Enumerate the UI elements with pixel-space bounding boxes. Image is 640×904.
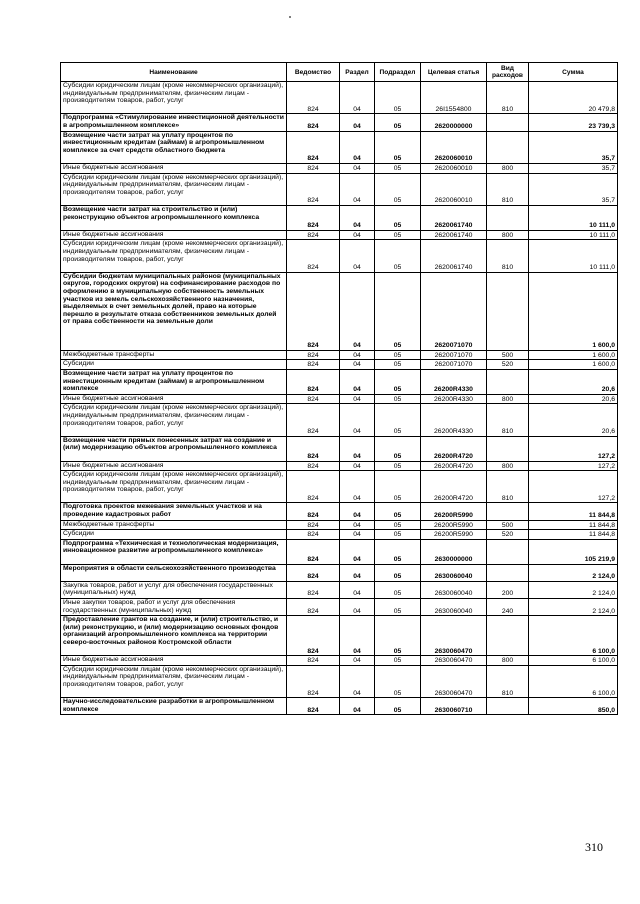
row-sum: 20,6 xyxy=(529,369,618,394)
row-razdel: 04 xyxy=(340,698,375,715)
row-sum: 23 739,3 xyxy=(529,114,618,131)
row-razdel: 04 xyxy=(340,369,375,394)
row-razdel: 04 xyxy=(340,461,375,471)
row-vedomstvo: 824 xyxy=(287,360,340,370)
row-vid xyxy=(487,272,529,350)
row-vid: 800 xyxy=(487,461,529,471)
row-sum: 850,0 xyxy=(529,698,618,715)
row-sum: 1 600,0 xyxy=(529,360,618,370)
header-name: Наименование xyxy=(61,63,287,82)
row-target: 26200R4720 xyxy=(421,436,487,461)
row-razdel: 04 xyxy=(340,665,375,697)
table-row xyxy=(61,539,618,564)
row-podrazdel: 05 xyxy=(375,503,421,520)
table-row xyxy=(61,665,618,697)
row-vid: 240 xyxy=(487,599,529,616)
row-target: 2630060710 xyxy=(421,698,487,715)
row-razdel: 04 xyxy=(340,564,375,581)
row-vid: 200 xyxy=(487,581,529,598)
row-target: 26200R5990 xyxy=(421,503,487,520)
row-name: Иные бюджетные ассигнования xyxy=(61,163,287,173)
row-target: 2630060040 xyxy=(421,581,487,598)
row-vid: 500 xyxy=(487,350,529,360)
row-sum: 2 124,0 xyxy=(529,581,618,598)
row-razdel: 04 xyxy=(340,114,375,131)
row-sum: 11 844,8 xyxy=(529,503,618,520)
row-podrazdel: 05 xyxy=(375,350,421,360)
row-podrazdel: 05 xyxy=(375,436,421,461)
row-razdel: 04 xyxy=(340,471,375,503)
row-target: 2620060010 xyxy=(421,173,487,205)
row-sum: 2 124,0 xyxy=(529,599,618,616)
table-row xyxy=(61,240,618,272)
row-podrazdel: 05 xyxy=(375,240,421,272)
row-name: Иные бюджетные ассигнования xyxy=(61,656,287,666)
row-razdel: 04 xyxy=(340,360,375,370)
row-vid xyxy=(487,698,529,715)
row-podrazdel: 05 xyxy=(375,360,421,370)
row-name: Иные закупки товаров, работ и услуг для обеспечения государственных (муниципальных) нужд xyxy=(61,599,287,616)
row-sum: 11 844,8 xyxy=(529,520,618,530)
row-podrazdel: 05 xyxy=(375,173,421,205)
table-row xyxy=(61,616,618,656)
row-razdel: 04 xyxy=(340,656,375,666)
row-razdel: 04 xyxy=(340,131,375,163)
table-header-row xyxy=(61,63,618,82)
row-razdel: 04 xyxy=(340,173,375,205)
row-vedomstvo: 824 xyxy=(287,581,340,598)
header-target: Целевая статья xyxy=(421,63,487,82)
scan-speck xyxy=(289,16,291,18)
row-name: Субсидии юридическим лицам (кроме некоммерческих организаций), индивидуальным предпринимателям, физическим лицам - производителям товаров, работ, услуг xyxy=(61,82,287,114)
row-sum: 1 600,0 xyxy=(529,350,618,360)
row-vedomstvo: 824 xyxy=(287,616,340,656)
row-vid xyxy=(487,131,529,163)
table-row xyxy=(61,350,618,360)
row-target: 2620071070 xyxy=(421,360,487,370)
row-target: 26200R4330 xyxy=(421,394,487,404)
row-target: 2620061740 xyxy=(421,240,487,272)
row-podrazdel: 05 xyxy=(375,698,421,715)
row-vedomstvo: 824 xyxy=(287,520,340,530)
row-podrazdel: 05 xyxy=(375,404,421,436)
row-podrazdel: 05 xyxy=(375,272,421,350)
row-vedomstvo: 824 xyxy=(287,665,340,697)
row-vid xyxy=(487,539,529,564)
row-vid xyxy=(487,503,529,520)
row-razdel: 04 xyxy=(340,163,375,173)
row-razdel: 04 xyxy=(340,599,375,616)
row-sum: 105 219,9 xyxy=(529,539,618,564)
row-name: Субсидии бюджетам муниципальных районов (муниципальных округов, городских округов) на софинансирование расходов по оформлению в муниципальную собственность земельных участков из земель сельскохозяйственного назначения, выделяемых в счет земельных долей, право на которые перешло в результате отказа собственников земельных долей от права собственности на земельные доли xyxy=(61,272,287,350)
row-vedomstvo: 824 xyxy=(287,350,340,360)
row-razdel: 04 xyxy=(340,230,375,240)
row-name: Субсидии юридическим лицам (кроме некоммерческих организаций), индивидуальным предпринимателям, физическим лицам - производителям товаров, работ, услуг xyxy=(61,173,287,205)
row-vid: 810 xyxy=(487,471,529,503)
table-row xyxy=(61,173,618,205)
table-row xyxy=(61,698,618,715)
row-vid: 810 xyxy=(487,665,529,697)
row-name: Субсидии юридическим лицам (кроме некоммерческих организаций), индивидуальным предпринимателям, физическим лицам - производителям товаров, работ, услуг xyxy=(61,240,287,272)
row-target: 26200R4330 xyxy=(421,404,487,436)
row-sum: 10 111,0 xyxy=(529,230,618,240)
row-vid: 810 xyxy=(487,404,529,436)
row-target: 2620071070 xyxy=(421,272,487,350)
row-target: 2620071070 xyxy=(421,350,487,360)
row-vid xyxy=(487,114,529,131)
row-sum: 2 124,0 xyxy=(529,564,618,581)
row-podrazdel: 05 xyxy=(375,205,421,230)
row-podrazdel: 05 xyxy=(375,82,421,114)
row-sum: 20 479,8 xyxy=(529,82,618,114)
row-name: Возмещение части затрат на строительство и (или) реконструкцию объектов агропромышленного комплекса xyxy=(61,205,287,230)
row-name: Межбюджетные трансферты xyxy=(61,350,287,360)
row-vedomstvo: 824 xyxy=(287,436,340,461)
table-row xyxy=(61,163,618,173)
header-razdel: Раздел xyxy=(340,63,375,82)
row-sum: 127,2 xyxy=(529,471,618,503)
table-row xyxy=(61,230,618,240)
table-row xyxy=(61,82,618,114)
table-row xyxy=(61,394,618,404)
row-vedomstvo: 824 xyxy=(287,82,340,114)
row-vid: 810 xyxy=(487,173,529,205)
table-row xyxy=(61,520,618,530)
row-name: Возмещение части прямых понесенных затрат на создание и (или) модернизацию объектов агропромышленного комплекса xyxy=(61,436,287,461)
row-name: Иные бюджетные ассигнования xyxy=(61,230,287,240)
row-target: 2630060470 xyxy=(421,616,487,656)
row-name: Мероприятия в области сельскохозяйственного производства xyxy=(61,564,287,581)
row-razdel: 04 xyxy=(340,205,375,230)
row-name: Иные бюджетные ассигнования xyxy=(61,394,287,404)
row-name: Подпрограмма «Стимулирование инвестиционной деятельности в агропромышленном комплексе» xyxy=(61,114,287,131)
table-row xyxy=(61,131,618,163)
row-name: Субсидии юридическим лицам (кроме некоммерческих организаций), индивидуальным предпринимателям, физическим лицам - производителям товаров, работ, услуг xyxy=(61,404,287,436)
row-vedomstvo: 824 xyxy=(287,114,340,131)
row-vedomstvo: 824 xyxy=(287,205,340,230)
row-podrazdel: 05 xyxy=(375,599,421,616)
row-razdel: 04 xyxy=(340,539,375,564)
table-row xyxy=(61,205,618,230)
row-vid xyxy=(487,436,529,461)
table-row xyxy=(61,503,618,520)
row-podrazdel: 05 xyxy=(375,471,421,503)
table-row xyxy=(61,461,618,471)
row-vedomstvo: 824 xyxy=(287,461,340,471)
row-name: Закупка товаров, работ и услуг для обеспечения государственных (муниципальных) нужд xyxy=(61,581,287,598)
row-razdel: 04 xyxy=(340,394,375,404)
row-sum: 20,6 xyxy=(529,404,618,436)
row-vedomstvo: 824 xyxy=(287,131,340,163)
row-podrazdel: 05 xyxy=(375,114,421,131)
row-sum: 35,7 xyxy=(529,163,618,173)
row-vid: 800 xyxy=(487,394,529,404)
row-razdel: 04 xyxy=(340,82,375,114)
row-vedomstvo: 824 xyxy=(287,369,340,394)
row-target: 2620061740 xyxy=(421,205,487,230)
row-target: 26200R5990 xyxy=(421,520,487,530)
row-name: Субсидии xyxy=(61,530,287,540)
row-podrazdel: 05 xyxy=(375,665,421,697)
table-row xyxy=(61,599,618,616)
row-name: Возмещение части затрат на уплату процентов по инвестиционным кредитам (займам) в агропромышленном комплексе xyxy=(61,369,287,394)
row-sum: 127,2 xyxy=(529,461,618,471)
row-podrazdel: 05 xyxy=(375,394,421,404)
row-name: Подпрограмма «Техническая и технологическая модернизация, инновационное развитие агропромышленного комплекса» xyxy=(61,539,287,564)
row-vedomstvo: 824 xyxy=(287,698,340,715)
table-row xyxy=(61,272,618,350)
row-target: 26I1554800 xyxy=(421,82,487,114)
row-name: Субсидии юридическим лицам (кроме некоммерческих организаций), индивидуальным предпринимателям, физическим лицам - производителям товаров, работ, услуг xyxy=(61,471,287,503)
row-podrazdel: 05 xyxy=(375,539,421,564)
row-vid: 800 xyxy=(487,163,529,173)
row-vedomstvo: 824 xyxy=(287,471,340,503)
row-razdel: 04 xyxy=(340,404,375,436)
table-row xyxy=(61,436,618,461)
row-podrazdel: 05 xyxy=(375,461,421,471)
row-podrazdel: 05 xyxy=(375,163,421,173)
header-vedomstvo: Ведомство xyxy=(287,63,340,82)
row-target: 26200R4330 xyxy=(421,369,487,394)
row-name: Иные бюджетные ассигнования xyxy=(61,461,287,471)
row-podrazdel: 05 xyxy=(375,616,421,656)
row-target: 26200R5990 xyxy=(421,530,487,540)
row-sum: 11 844,8 xyxy=(529,530,618,540)
row-name: Субсидии юридическим лицам (кроме некоммерческих организаций), индивидуальным предпринимателям, физическим лицам - производителям товаров, работ, услуг xyxy=(61,665,287,697)
row-sum: 10 111,0 xyxy=(529,205,618,230)
row-sum: 35,7 xyxy=(529,131,618,163)
row-vid: 500 xyxy=(487,520,529,530)
row-vedomstvo: 824 xyxy=(287,394,340,404)
row-vedomstvo: 824 xyxy=(287,599,340,616)
row-name: Межбюджетные трансферты xyxy=(61,520,287,530)
table-row xyxy=(61,360,618,370)
row-podrazdel: 05 xyxy=(375,131,421,163)
budget-table xyxy=(60,62,618,715)
row-vid: 810 xyxy=(487,82,529,114)
row-target: 26200R4720 xyxy=(421,471,487,503)
table-row xyxy=(61,471,618,503)
row-podrazdel: 05 xyxy=(375,369,421,394)
row-vid: 520 xyxy=(487,530,529,540)
row-vid: 520 xyxy=(487,360,529,370)
row-razdel: 04 xyxy=(340,240,375,272)
row-podrazdel: 05 xyxy=(375,581,421,598)
row-podrazdel: 05 xyxy=(375,564,421,581)
row-razdel: 04 xyxy=(340,350,375,360)
row-vedomstvo: 824 xyxy=(287,539,340,564)
row-sum: 1 600,0 xyxy=(529,272,618,350)
row-vedomstvo: 824 xyxy=(287,230,340,240)
row-razdel: 04 xyxy=(340,520,375,530)
row-sum: 127,2 xyxy=(529,436,618,461)
row-razdel: 04 xyxy=(340,436,375,461)
row-sum: 6 100,0 xyxy=(529,665,618,697)
row-razdel: 04 xyxy=(340,616,375,656)
row-target: 26200R4720 xyxy=(421,461,487,471)
row-vid: 800 xyxy=(487,656,529,666)
row-razdel: 04 xyxy=(340,503,375,520)
row-vedomstvo: 824 xyxy=(287,240,340,272)
row-vid xyxy=(487,564,529,581)
table-row xyxy=(61,656,618,666)
row-vedomstvo: 824 xyxy=(287,272,340,350)
page-number: 310 xyxy=(585,840,603,854)
row-vedomstvo: 824 xyxy=(287,656,340,666)
row-target: 2630060040 xyxy=(421,564,487,581)
row-podrazdel: 05 xyxy=(375,520,421,530)
row-vedomstvo: 824 xyxy=(287,163,340,173)
row-sum: 35,7 xyxy=(529,173,618,205)
row-target: 2630000000 xyxy=(421,539,487,564)
row-name: Возмещение части затрат на уплату процентов по инвестиционным кредитам (займам) в агропромышленном комплексе за счет средств областного бюджета xyxy=(61,131,287,163)
row-vedomstvo: 824 xyxy=(287,530,340,540)
row-target: 2620060010 xyxy=(421,131,487,163)
table-row xyxy=(61,530,618,540)
header-vid: Вид расходов xyxy=(487,63,529,82)
row-target: 2630060470 xyxy=(421,665,487,697)
row-vid xyxy=(487,369,529,394)
row-name: Подготовка проектов межевания земельных участков и на проведение кадастровых работ xyxy=(61,503,287,520)
row-vedomstvo: 824 xyxy=(287,564,340,581)
row-target: 2630060040 xyxy=(421,599,487,616)
row-vid: 800 xyxy=(487,230,529,240)
row-vedomstvo: 824 xyxy=(287,503,340,520)
table-row xyxy=(61,404,618,436)
row-target: 2620061740 xyxy=(421,230,487,240)
row-name: Субсидии xyxy=(61,360,287,370)
row-podrazdel: 05 xyxy=(375,230,421,240)
table-row xyxy=(61,564,618,581)
table-row xyxy=(61,581,618,598)
row-razdel: 04 xyxy=(340,530,375,540)
row-razdel: 04 xyxy=(340,272,375,350)
header-podrazdel: Подраздел xyxy=(375,63,421,82)
row-vedomstvo: 824 xyxy=(287,404,340,436)
header-sum: Сумма xyxy=(529,63,618,82)
row-podrazdel: 05 xyxy=(375,530,421,540)
row-razdel: 04 xyxy=(340,581,375,598)
row-target: 2630060470 xyxy=(421,656,487,666)
row-podrazdel: 05 xyxy=(375,656,421,666)
row-target: 2620060010 xyxy=(421,163,487,173)
row-sum: 6 100,0 xyxy=(529,616,618,656)
row-vid: 810 xyxy=(487,240,529,272)
table-row xyxy=(61,369,618,394)
row-sum: 10 111,0 xyxy=(529,240,618,272)
row-vid xyxy=(487,205,529,230)
table-row xyxy=(61,114,618,131)
row-vid xyxy=(487,616,529,656)
row-target: 2620000000 xyxy=(421,114,487,131)
row-name: Научно-исследовательские разработки в агропромышленном комплексе xyxy=(61,698,287,715)
row-name: Предоставление грантов на создание, и (или) строительство, и (или) реконструкцию, и (или) модернизацию основных фондов организаций агропромышленного комплекса на территории северо-восточных районов Костромской области xyxy=(61,616,287,656)
row-sum: 20,6 xyxy=(529,394,618,404)
row-vedomstvo: 824 xyxy=(287,173,340,205)
row-sum: 6 100,0 xyxy=(529,656,618,666)
